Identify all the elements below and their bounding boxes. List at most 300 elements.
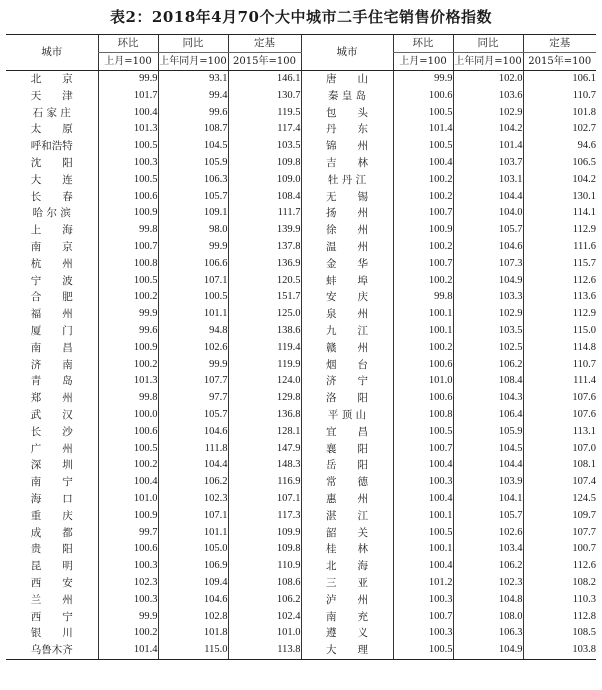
mom-value-right: 100.3 — [393, 592, 453, 609]
base-value-left: 137.8 — [228, 239, 301, 256]
yoy-value-right: 103.9 — [453, 474, 523, 491]
mom-value-right: 100.5 — [393, 424, 453, 441]
city-name-right: 丹 东 — [301, 121, 393, 138]
yoy-value-right: 104.2 — [453, 121, 523, 138]
mom-value-left: 99.6 — [98, 323, 158, 340]
mom-value-left: 99.9 — [98, 306, 158, 323]
city-name-left: 杭 州 — [30, 257, 73, 270]
table-row — [6, 525, 596, 542]
yoy-value-right: 108.0 — [453, 609, 523, 626]
base-subheader-left: 2015年=100 — [228, 53, 301, 71]
yoy-value-left: 106.6 — [158, 256, 228, 273]
city-name-left: 武 汉 — [30, 408, 73, 421]
city-name-right: 惠 州 — [301, 491, 393, 508]
mom-value-right: 100.9 — [393, 222, 453, 239]
base-value-left: 125.0 — [228, 306, 301, 323]
yoy-header-right: 同比 — [453, 35, 523, 53]
yoy-value-right: 104.5 — [453, 441, 523, 458]
base-value-left: 139.9 — [228, 222, 301, 239]
base-value-left: 119.4 — [228, 340, 301, 357]
price-index-table — [6, 34, 596, 660]
yoy-value-right: 103.3 — [453, 289, 523, 306]
mom-value-left: 100.4 — [98, 474, 158, 491]
base-value-left: 136.9 — [228, 256, 301, 273]
table-row — [6, 239, 596, 256]
yoy-value-right: 102.3 — [453, 575, 523, 592]
base-value-left: 129.8 — [228, 390, 301, 407]
yoy-value-right: 104.9 — [453, 642, 523, 659]
yoy-value-left: 107.1 — [158, 273, 228, 290]
yoy-value-left: 105.7 — [158, 189, 228, 206]
mom-value-right: 100.6 — [393, 88, 453, 105]
base-value-left: 130.7 — [228, 88, 301, 105]
yoy-value-left: 104.5 — [158, 138, 228, 155]
base-value-right: 124.5 — [523, 491, 596, 508]
mom-value-left: 100.6 — [98, 541, 158, 558]
base-value-left: 109.8 — [228, 155, 301, 172]
base-value-left: 117.4 — [228, 121, 301, 138]
base-value-right: 113.6 — [523, 289, 596, 306]
base-value-right: 111.4 — [523, 373, 596, 390]
yoy-subheader-right: 上年同月=100 — [453, 53, 523, 71]
yoy-value-left: 107.1 — [158, 508, 228, 525]
yoy-value-right: 102.9 — [453, 306, 523, 323]
yoy-value-right: 102.5 — [453, 340, 523, 357]
mom-value-right: 100.7 — [393, 256, 453, 273]
mom-value-left: 100.9 — [98, 340, 158, 357]
yoy-value-right: 102.9 — [453, 105, 523, 122]
city-name-left: 西 安 — [30, 576, 73, 589]
city-name-right: 济 宁 — [301, 373, 393, 390]
yoy-value-left: 104.6 — [158, 424, 228, 441]
base-value-left: 101.0 — [228, 625, 301, 642]
city-name-left: 重 庆 — [30, 509, 73, 522]
mom-value-right: 101.4 — [393, 121, 453, 138]
city-name-right: 赣 州 — [301, 340, 393, 357]
yoy-value-right: 105.7 — [453, 508, 523, 525]
mom-value-right: 99.9 — [393, 71, 453, 88]
mom-value-left: 99.7 — [98, 525, 158, 542]
city-name-left: 宁 波 — [30, 274, 73, 287]
table-row — [6, 222, 596, 239]
mom-value-right: 100.7 — [393, 609, 453, 626]
yoy-value-right: 104.1 — [453, 491, 523, 508]
city-name-right: 徐 州 — [301, 222, 393, 239]
base-value-left: 108.6 — [228, 575, 301, 592]
city-name-left: 石 家 庄 — [32, 106, 71, 119]
yoy-value-left: 115.0 — [158, 642, 228, 659]
mom-value-right: 100.4 — [393, 491, 453, 508]
mom-value-left: 100.2 — [98, 357, 158, 374]
city-name-right: 襄 阳 — [301, 441, 393, 458]
base-value-right: 115.7 — [523, 256, 596, 273]
yoy-value-right: 107.3 — [453, 256, 523, 273]
mom-value-right: 100.6 — [393, 357, 453, 374]
mom-value-left: 101.4 — [98, 642, 158, 659]
city-name-right: 锦 州 — [301, 138, 393, 155]
mom-value-right: 100.5 — [393, 642, 453, 659]
base-value-left: 151.7 — [228, 289, 301, 306]
base-value-right: 109.7 — [523, 508, 596, 525]
yoy-value-left: 102.8 — [158, 609, 228, 626]
base-value-left: 138.6 — [228, 323, 301, 340]
mom-value-right: 100.2 — [393, 189, 453, 206]
base-value-left: 147.9 — [228, 441, 301, 458]
mom-value-right: 100.5 — [393, 105, 453, 122]
city-name-left: 南 昌 — [30, 341, 73, 354]
base-header-left: 定基 — [228, 35, 301, 53]
base-value-left: 146.1 — [228, 71, 301, 88]
table-title: 表2：2018年4月70个大中城市二手住宅销售价格指数 — [110, 8, 492, 26]
base-value-right: 115.0 — [523, 323, 596, 340]
mom-value-right: 100.4 — [393, 457, 453, 474]
mom-value-right: 100.3 — [393, 625, 453, 642]
yoy-value-left: 101.8 — [158, 625, 228, 642]
mom-value-left: 100.9 — [98, 205, 158, 222]
yoy-value-left: 105.0 — [158, 541, 228, 558]
city-name-right: 泉 州 — [301, 306, 393, 323]
base-value-right: 100.7 — [523, 541, 596, 558]
yoy-value-right: 103.5 — [453, 323, 523, 340]
base-value-right: 112.9 — [523, 222, 596, 239]
city-name-right: 常 德 — [301, 474, 393, 491]
city-name-left: 天 津 — [30, 89, 73, 102]
city-name-right: 秦 皇 岛 — [301, 88, 393, 105]
base-value-right: 110.3 — [523, 592, 596, 609]
table-row — [6, 407, 596, 424]
table-row — [6, 491, 596, 508]
yoy-value-left: 94.8 — [158, 323, 228, 340]
table-row — [6, 474, 596, 491]
table-row — [6, 323, 596, 340]
yoy-subheader-left: 上年同月=100 — [158, 53, 228, 71]
base-value-right: 107.4 — [523, 474, 596, 491]
yoy-value-right: 103.1 — [453, 172, 523, 189]
mom-value-left: 100.5 — [98, 138, 158, 155]
base-subheader-right: 2015年=100 — [523, 53, 596, 71]
table-row — [6, 373, 596, 390]
table-row — [6, 289, 596, 306]
city-name-right: 岳 阳 — [301, 457, 393, 474]
base-value-left: 108.4 — [228, 189, 301, 206]
yoy-value-left: 106.3 — [158, 172, 228, 189]
base-value-left: 124.0 — [228, 373, 301, 390]
table-row — [6, 457, 596, 474]
mom-value-left: 101.3 — [98, 373, 158, 390]
city-name-right: 金 华 — [301, 256, 393, 273]
yoy-value-right: 102.0 — [453, 71, 523, 88]
yoy-value-right: 105.9 — [453, 424, 523, 441]
yoy-value-left: 104.4 — [158, 457, 228, 474]
mom-value-right: 100.6 — [393, 390, 453, 407]
city-name-left: 福 州 — [30, 308, 73, 321]
city-name-left: 深 圳 — [30, 459, 73, 472]
mom-value-right: 100.8 — [393, 407, 453, 424]
city-name-right: 吉 林 — [301, 155, 393, 172]
base-value-left: 109.0 — [228, 172, 301, 189]
base-value-right: 130.1 — [523, 189, 596, 206]
city-header-right: 城市 — [301, 35, 393, 71]
yoy-value-right: 103.4 — [453, 541, 523, 558]
base-value-right: 112.8 — [523, 609, 596, 626]
yoy-value-right: 106.2 — [453, 357, 523, 374]
city-name-right: 包 头 — [301, 105, 393, 122]
table-row — [6, 105, 596, 122]
base-value-left: 128.1 — [228, 424, 301, 441]
yoy-value-left: 102.6 — [158, 340, 228, 357]
city-name-left: 兰 州 — [30, 593, 73, 606]
mom-value-right: 100.7 — [393, 441, 453, 458]
city-name-left: 厦 门 — [30, 324, 73, 337]
base-value-left: 116.9 — [228, 474, 301, 491]
table-row — [6, 205, 596, 222]
mom-header-right: 环比 — [393, 35, 453, 53]
yoy-value-left: 97.7 — [158, 390, 228, 407]
table-row — [6, 441, 596, 458]
city-name-right: 洛 阳 — [301, 390, 393, 407]
city-header-left: 城市 — [6, 35, 98, 71]
table-row — [6, 138, 596, 155]
yoy-value-left: 109.4 — [158, 575, 228, 592]
yoy-value-right: 104.0 — [453, 205, 523, 222]
base-value-right: 113.1 — [523, 424, 596, 441]
table-row — [6, 575, 596, 592]
table-row — [6, 172, 596, 189]
city-name-left: 大 连 — [30, 173, 73, 186]
base-value-left: 148.3 — [228, 457, 301, 474]
city-name-left: 青 岛 — [30, 375, 73, 388]
mom-value-right: 100.2 — [393, 172, 453, 189]
mom-value-left: 100.8 — [98, 256, 158, 273]
yoy-value-right: 101.4 — [453, 138, 523, 155]
base-value-right: 112.9 — [523, 306, 596, 323]
mom-value-right: 100.4 — [393, 155, 453, 172]
city-name-right: 平 顶 山 — [301, 407, 393, 424]
yoy-header-left: 同比 — [158, 35, 228, 53]
yoy-value-left: 102.3 — [158, 491, 228, 508]
base-value-right: 107.7 — [523, 525, 596, 542]
base-value-right: 114.8 — [523, 340, 596, 357]
city-name-left: 昆 明 — [30, 560, 73, 573]
mom-value-right: 101.0 — [393, 373, 453, 390]
mom-value-left: 101.3 — [98, 121, 158, 138]
city-name-left: 成 都 — [30, 526, 73, 539]
yoy-value-left: 99.9 — [158, 357, 228, 374]
yoy-value-left: 105.7 — [158, 407, 228, 424]
yoy-value-right: 106.3 — [453, 625, 523, 642]
table-row — [6, 541, 596, 558]
base-value-left: 102.4 — [228, 609, 301, 626]
base-value-right: 107.6 — [523, 407, 596, 424]
table-row — [6, 424, 596, 441]
mom-value-left: 100.2 — [98, 625, 158, 642]
mom-value-right: 100.2 — [393, 273, 453, 290]
mom-value-right: 100.2 — [393, 340, 453, 357]
mom-value-right: 100.5 — [393, 525, 453, 542]
city-name-right: 蚌 埠 — [301, 273, 393, 290]
mom-value-right: 101.2 — [393, 575, 453, 592]
mom-value-left: 102.3 — [98, 575, 158, 592]
city-name-left: 沈 阳 — [30, 156, 73, 169]
base-value-right: 114.1 — [523, 205, 596, 222]
base-value-left: 136.8 — [228, 407, 301, 424]
city-name-right: 安 庆 — [301, 289, 393, 306]
city-name-left: 长 沙 — [30, 425, 73, 438]
city-name-left: 合 肥 — [30, 291, 73, 304]
base-value-left: 106.2 — [228, 592, 301, 609]
base-value-right: 104.2 — [523, 172, 596, 189]
yoy-value-right: 106.2 — [453, 558, 523, 575]
mom-value-left: 100.0 — [98, 407, 158, 424]
city-name-right: 韶 关 — [301, 525, 393, 542]
base-value-right: 110.7 — [523, 88, 596, 105]
mom-value-left: 100.2 — [98, 289, 158, 306]
mom-value-left: 101.0 — [98, 491, 158, 508]
city-name-right: 大 理 — [301, 642, 393, 659]
table-row — [6, 558, 596, 575]
mom-value-left: 100.5 — [98, 441, 158, 458]
city-name-left: 呼和浩特 — [30, 140, 73, 153]
base-value-left: 119.9 — [228, 357, 301, 374]
yoy-value-right: 108.4 — [453, 373, 523, 390]
table-row — [6, 357, 596, 374]
yoy-value-left: 99.6 — [158, 105, 228, 122]
mom-value-left: 100.6 — [98, 424, 158, 441]
city-name-right: 牡 丹 江 — [301, 172, 393, 189]
yoy-value-right: 104.8 — [453, 592, 523, 609]
city-name-right: 温 州 — [301, 239, 393, 256]
base-value-right: 107.6 — [523, 390, 596, 407]
mom-value-left: 99.9 — [98, 609, 158, 626]
table-row — [6, 273, 596, 290]
yoy-value-left: 111.8 — [158, 441, 228, 458]
yoy-value-left: 101.1 — [158, 306, 228, 323]
city-name-right: 无 锡 — [301, 189, 393, 206]
base-value-right: 110.7 — [523, 357, 596, 374]
mom-value-left: 100.2 — [98, 457, 158, 474]
yoy-value-right: 104.4 — [453, 457, 523, 474]
mom-value-left: 100.4 — [98, 105, 158, 122]
yoy-value-left: 99.9 — [158, 239, 228, 256]
base-value-left: 110.9 — [228, 558, 301, 575]
yoy-value-left: 98.0 — [158, 222, 228, 239]
mom-value-left: 100.5 — [98, 172, 158, 189]
base-value-right: 108.1 — [523, 457, 596, 474]
mom-value-left: 100.7 — [98, 239, 158, 256]
mom-value-left: 99.8 — [98, 222, 158, 239]
mom-value-left: 101.7 — [98, 88, 158, 105]
mom-subheader-left: 上月=100 — [98, 53, 158, 71]
table-row — [6, 625, 596, 642]
table-row — [6, 306, 596, 323]
city-name-left: 贵 阳 — [30, 543, 73, 556]
base-value-right: 106.1 — [523, 71, 596, 88]
base-value-left: 103.5 — [228, 138, 301, 155]
table-row — [6, 340, 596, 357]
table-row — [6, 189, 596, 206]
table-header — [6, 35, 596, 71]
table-row — [6, 71, 596, 88]
city-name-right: 南 充 — [301, 609, 393, 626]
mom-value-right: 100.5 — [393, 138, 453, 155]
yoy-value-right: 104.3 — [453, 390, 523, 407]
mom-value-right: 100.1 — [393, 323, 453, 340]
base-value-right: 107.0 — [523, 441, 596, 458]
table-body — [6, 71, 596, 660]
city-name-right: 唐 山 — [301, 71, 393, 88]
mom-value-right: 100.2 — [393, 239, 453, 256]
city-name-right: 桂 林 — [301, 541, 393, 558]
table-row — [6, 121, 596, 138]
mom-value-right: 100.1 — [393, 541, 453, 558]
mom-value-right: 100.3 — [393, 474, 453, 491]
yoy-value-right: 105.7 — [453, 222, 523, 239]
base-value-right: 108.2 — [523, 575, 596, 592]
mom-value-left: 100.5 — [98, 273, 158, 290]
city-name-left: 南 宁 — [30, 476, 73, 489]
mom-value-left: 100.3 — [98, 592, 158, 609]
city-name-left: 长 春 — [30, 190, 73, 203]
city-name-right: 北 海 — [301, 558, 393, 575]
base-value-right: 103.8 — [523, 642, 596, 659]
base-header-right: 定基 — [523, 35, 596, 53]
yoy-value-right: 104.4 — [453, 189, 523, 206]
table-row — [6, 609, 596, 626]
mom-value-left: 100.6 — [98, 189, 158, 206]
mom-subheader-right: 上月=100 — [393, 53, 453, 71]
yoy-value-right: 106.4 — [453, 407, 523, 424]
table-row — [6, 155, 596, 172]
city-name-left: 广 州 — [30, 442, 73, 455]
base-value-left: 117.3 — [228, 508, 301, 525]
city-name-right: 遵 义 — [301, 625, 393, 642]
mom-value-right: 100.4 — [393, 558, 453, 575]
yoy-value-right: 103.7 — [453, 155, 523, 172]
city-name-right: 湛 江 — [301, 508, 393, 525]
base-value-left: 113.8 — [228, 642, 301, 659]
base-value-left: 119.5 — [228, 105, 301, 122]
city-name-left: 郑 州 — [30, 392, 73, 405]
mom-value-right: 100.1 — [393, 508, 453, 525]
yoy-value-left: 104.6 — [158, 592, 228, 609]
city-name-left: 太 原 — [30, 123, 73, 136]
city-name-left: 海 口 — [30, 492, 73, 505]
yoy-value-right: 104.6 — [453, 239, 523, 256]
base-value-right: 102.7 — [523, 121, 596, 138]
table-row — [6, 88, 596, 105]
yoy-value-right: 104.9 — [453, 273, 523, 290]
base-value-right: 106.5 — [523, 155, 596, 172]
city-name-left: 西 宁 — [30, 610, 73, 623]
yoy-value-left: 108.7 — [158, 121, 228, 138]
yoy-value-left: 109.1 — [158, 205, 228, 222]
city-name-left: 哈 尔 滨 — [32, 207, 71, 220]
city-name-right: 三 亚 — [301, 575, 393, 592]
city-name-right: 扬 州 — [301, 205, 393, 222]
yoy-value-left: 106.2 — [158, 474, 228, 491]
table-row — [6, 256, 596, 273]
yoy-value-left: 93.1 — [158, 71, 228, 88]
city-name-left: 南 京 — [30, 240, 73, 253]
city-name-right: 泸 州 — [301, 592, 393, 609]
table-row — [6, 592, 596, 609]
city-name-left: 银 川 — [30, 627, 73, 640]
base-value-left: 120.5 — [228, 273, 301, 290]
city-name-right: 宜 昌 — [301, 424, 393, 441]
city-name-left: 上 海 — [30, 224, 73, 237]
base-value-right: 101.8 — [523, 105, 596, 122]
yoy-value-left: 99.4 — [158, 88, 228, 105]
